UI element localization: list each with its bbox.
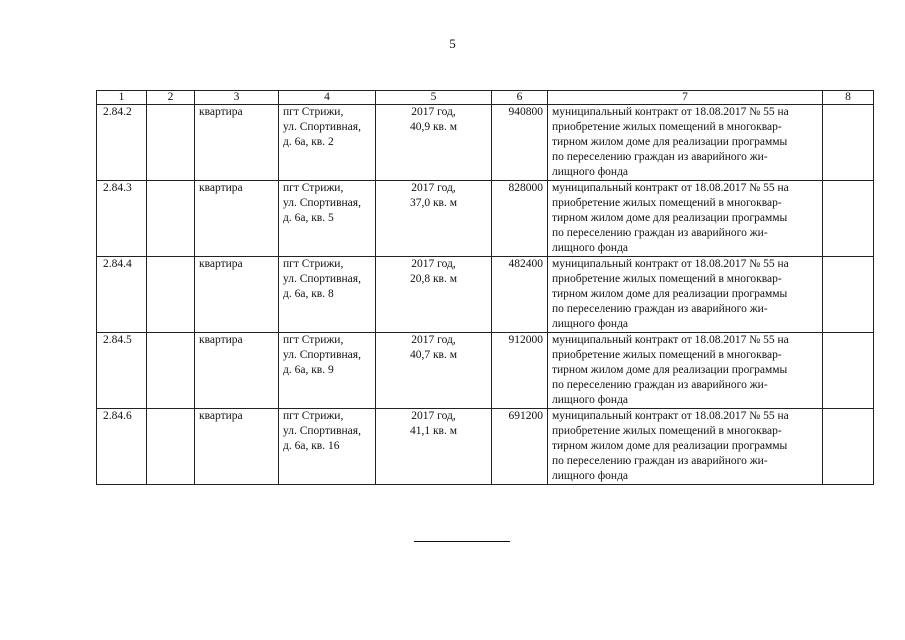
cell-basis-line: тирном жилом доме для реализации программы xyxy=(552,364,788,376)
cell-col2 xyxy=(147,333,195,409)
cell-basis-line: муниципальный контракт от 18.08.2017 № 55 на xyxy=(552,182,789,194)
cell-basis-line: лищного фонда xyxy=(552,470,629,482)
property-table xyxy=(96,90,874,485)
col-header-3: 3 xyxy=(195,91,279,105)
cell-year-area-line: 2017 год, xyxy=(411,182,456,194)
cell-year-area-line: 2017 год, xyxy=(411,106,456,118)
cell-col2 xyxy=(147,181,195,257)
cell-basis-line: лищного фонда xyxy=(552,242,629,254)
cell-sum: 691200 xyxy=(492,409,548,485)
cell-sum: 482400 xyxy=(492,257,548,333)
cell-address-line: пгт Стрижи, xyxy=(283,334,344,346)
cell-basis xyxy=(548,181,823,257)
cell-type: квартира xyxy=(195,257,279,333)
cell-basis-line: тирном жилом доме для реализации программы xyxy=(552,288,788,300)
cell-year-area-line: 20,8 кв. м xyxy=(409,273,458,285)
cell-address-line: ул. Спортивная, xyxy=(283,349,361,361)
page-number: 5 xyxy=(449,36,456,51)
col-header-4: 4 xyxy=(279,91,376,105)
cell-basis-line: тирном жилом доме для реализации программы xyxy=(552,212,788,224)
cell-basis-line: муниципальный контракт от 18.08.2017 № 55 на xyxy=(552,106,789,118)
col-header-2: 2 xyxy=(147,91,195,105)
cell-basis-line: по переселению граждан из аварийного жи- xyxy=(552,379,768,391)
cell-address xyxy=(279,409,376,485)
cell-year-area xyxy=(376,181,492,257)
table-row xyxy=(97,409,874,485)
cell-sum: 828000 xyxy=(492,181,548,257)
cell-col2 xyxy=(147,257,195,333)
cell-year-area-line: 2017 год, xyxy=(411,410,456,422)
cell-number: 2.84.3 xyxy=(97,181,147,257)
cell-address-line: д. 6а, кв. 9 xyxy=(283,364,334,376)
cell-basis-line: приобретение жилых помещений в многоквар- xyxy=(552,425,782,437)
col-header-1: 1 xyxy=(97,91,147,105)
col-header-6: 6 xyxy=(492,91,548,105)
cell-year-area-line: 2017 год, xyxy=(411,334,456,346)
cell-sum: 912000 xyxy=(492,333,548,409)
cell-number: 2.84.4 xyxy=(97,257,147,333)
cell-number: 2.84.5 xyxy=(97,333,147,409)
table-row xyxy=(97,105,874,181)
cell-col8 xyxy=(823,409,874,485)
cell-col8 xyxy=(823,257,874,333)
cell-address-line: д. 6а, кв. 2 xyxy=(283,136,334,148)
cell-address xyxy=(279,181,376,257)
col-header-8: 8 xyxy=(823,91,874,105)
cell-address-line: д. 6а, кв. 5 xyxy=(283,212,334,224)
cell-basis-line: приобретение жилых помещений в многоквар- xyxy=(552,349,782,361)
cell-basis-line: по переселению граждан из аварийного жи- xyxy=(552,303,768,315)
cell-basis xyxy=(548,105,823,181)
cell-col2 xyxy=(147,409,195,485)
cell-type: квартира xyxy=(195,105,279,181)
cell-year-area xyxy=(376,105,492,181)
cell-basis-line: тирном жилом доме для реализации программы xyxy=(552,440,788,452)
cell-address xyxy=(279,105,376,181)
cell-basis xyxy=(548,257,823,333)
cell-year-area xyxy=(376,257,492,333)
cell-col2 xyxy=(147,105,195,181)
table-row xyxy=(97,181,874,257)
cell-address-line: пгт Стрижи, xyxy=(283,106,344,118)
cell-address-line: ул. Спортивная, xyxy=(283,121,361,133)
cell-basis-line: приобретение жилых помещений в многоквар- xyxy=(552,121,782,133)
cell-type: квартира xyxy=(195,181,279,257)
cell-basis xyxy=(548,409,823,485)
footer-separator-line xyxy=(414,541,510,542)
cell-year-area-line: 37,0 кв. м xyxy=(409,197,458,209)
cell-basis-line: муниципальный контракт от 18.08.2017 № 55 на xyxy=(552,334,789,346)
cell-basis-line: по переселению граждан из аварийного жи- xyxy=(552,227,768,239)
cell-address-line: пгт Стрижи, xyxy=(283,410,344,422)
cell-address-line: ул. Спортивная, xyxy=(283,197,361,209)
cell-number: 2.84.6 xyxy=(97,409,147,485)
cell-address-line: д. 6а, кв. 16 xyxy=(283,440,340,452)
cell-year-area xyxy=(376,409,492,485)
cell-basis-line: по переселению граждан из аварийного жи- xyxy=(552,151,768,163)
cell-basis-line: муниципальный контракт от 18.08.2017 № 55 на xyxy=(552,258,789,270)
table-row xyxy=(97,257,874,333)
col-header-7: 7 xyxy=(548,91,823,105)
cell-address-line: пгт Стрижи, xyxy=(283,258,344,270)
cell-address-line: ул. Спортивная, xyxy=(283,425,361,437)
cell-year-area-line: 41,1 кв. м xyxy=(409,425,458,437)
cell-address-line: д. 6а, кв. 8 xyxy=(283,288,334,300)
cell-address xyxy=(279,333,376,409)
cell-basis-line: лищного фонда xyxy=(552,318,629,330)
cell-basis-line: тирном жилом доме для реализации программы xyxy=(552,136,788,148)
cell-number: 2.84.2 xyxy=(97,105,147,181)
cell-sum: 940800 xyxy=(492,105,548,181)
cell-basis-line: лищного фонда xyxy=(552,166,629,178)
cell-basis xyxy=(548,333,823,409)
cell-year-area xyxy=(376,333,492,409)
cell-year-area-line: 40,9 кв. м xyxy=(409,121,458,133)
cell-basis-line: по переселению граждан из аварийного жи- xyxy=(552,455,768,467)
cell-year-area-line: 40,7 кв. м xyxy=(409,349,458,361)
cell-year-area-line: 2017 год, xyxy=(411,258,456,270)
table-row xyxy=(97,333,874,409)
cell-basis-line: муниципальный контракт от 18.08.2017 № 55 на xyxy=(552,410,789,422)
cell-address-line: пгт Стрижи, xyxy=(283,182,344,194)
cell-col8 xyxy=(823,181,874,257)
header-row xyxy=(97,91,874,105)
cell-address-line: ул. Спортивная, xyxy=(283,273,361,285)
cell-col8 xyxy=(823,333,874,409)
col-header-5: 5 xyxy=(376,91,492,105)
cell-col8 xyxy=(823,105,874,181)
cell-basis-line: приобретение жилых помещений в многоквар- xyxy=(552,197,782,209)
cell-address xyxy=(279,257,376,333)
cell-basis-line: лищного фонда xyxy=(552,394,629,406)
cell-type: квартира xyxy=(195,333,279,409)
cell-basis-line: приобретение жилых помещений в многоквар- xyxy=(552,273,782,285)
cell-type: квартира xyxy=(195,409,279,485)
